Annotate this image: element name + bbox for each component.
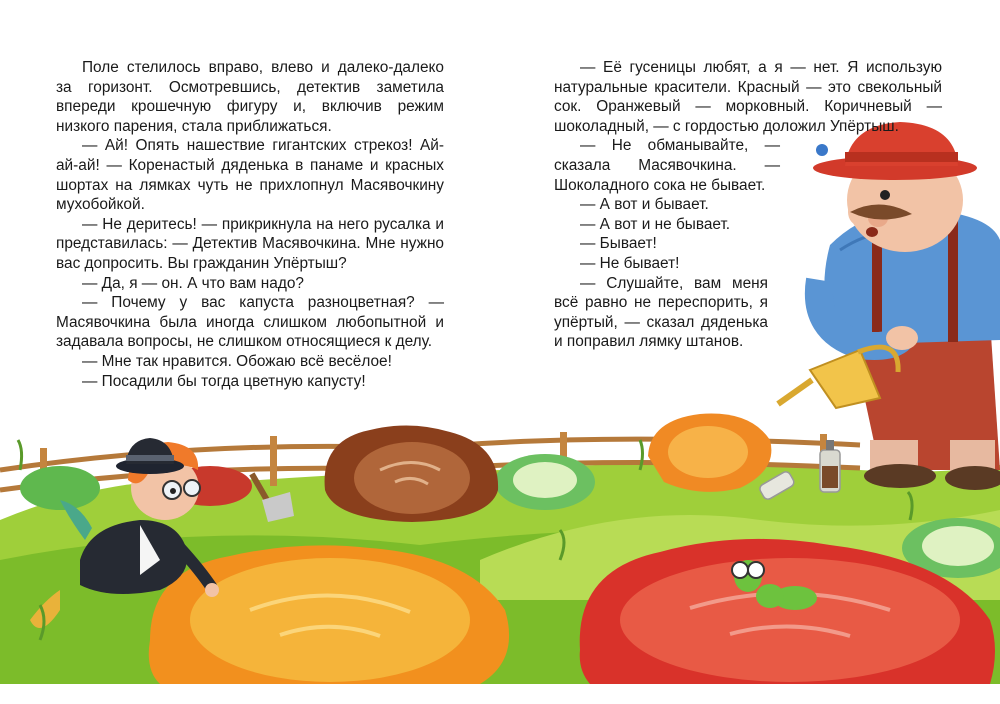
paragraph: Поле стелилось вправо, влево и далеко-далеко за горизонт. Осмотревшись, детектив заметила впереди крошечную фигуру и, включив режим низкого парения, стала приближаться. — [56, 59, 444, 135]
paragraph: — Не обманывайте, — сказала Масявочкина. — Шоколадного сока не бывает. — [554, 137, 780, 194]
paragraph: — Да, я — он. А что вам надо? — [82, 274, 304, 292]
paragraph: — Мне так нравится. Обожаю всё весёлое! — [82, 352, 392, 370]
paragraph: — Почему у вас капуста разноцветная? — Масявочкина была иногда слишком любопытной и задавала вопросы, не слишком относящиеся к делу. — [56, 294, 444, 351]
paragraph: — Её гусеницы любят, а я — нет. Я использую натуральные красители. Красный — это свекольный сок. Оранжевый — морковный. Коричневый — шоколадный, — с гордостью доложил Упёртыш. — [554, 59, 942, 135]
paragraph: — Ай! Опять нашествие гигантских стрекоз! Ай-ай-ай! — Коренастый дяденька в панаме и красных шортах на лямках чуть не прихлопнул Масявочкину мухобойкой. — [56, 137, 444, 214]
paragraph: — Посадили бы тогда цветную капусту! — [82, 372, 366, 390]
paragraph: — Бывает! — [580, 235, 657, 253]
paragraph: — Слушайте, вам меня всё равно не переспорить, я упёртый, — сказал дяденька и поправил лямку штанов. — [554, 274, 768, 351]
page-bottom-margin — [0, 684, 1000, 704]
paragraph: — Не деритесь! — прикрикнула на него русалка и представилась: — Детектив Масявочкина. Мне нужно вас допросить. Вы гражданин Упёртыш? — [56, 215, 444, 272]
paragraph: — Не бывает! — [580, 254, 680, 272]
left-column-text — [56, 58, 444, 391]
paragraph: — А вот и не бывает. — [580, 215, 731, 233]
right-column-text — [554, 58, 944, 352]
paragraph: — А вот и бывает. — [580, 196, 709, 214]
